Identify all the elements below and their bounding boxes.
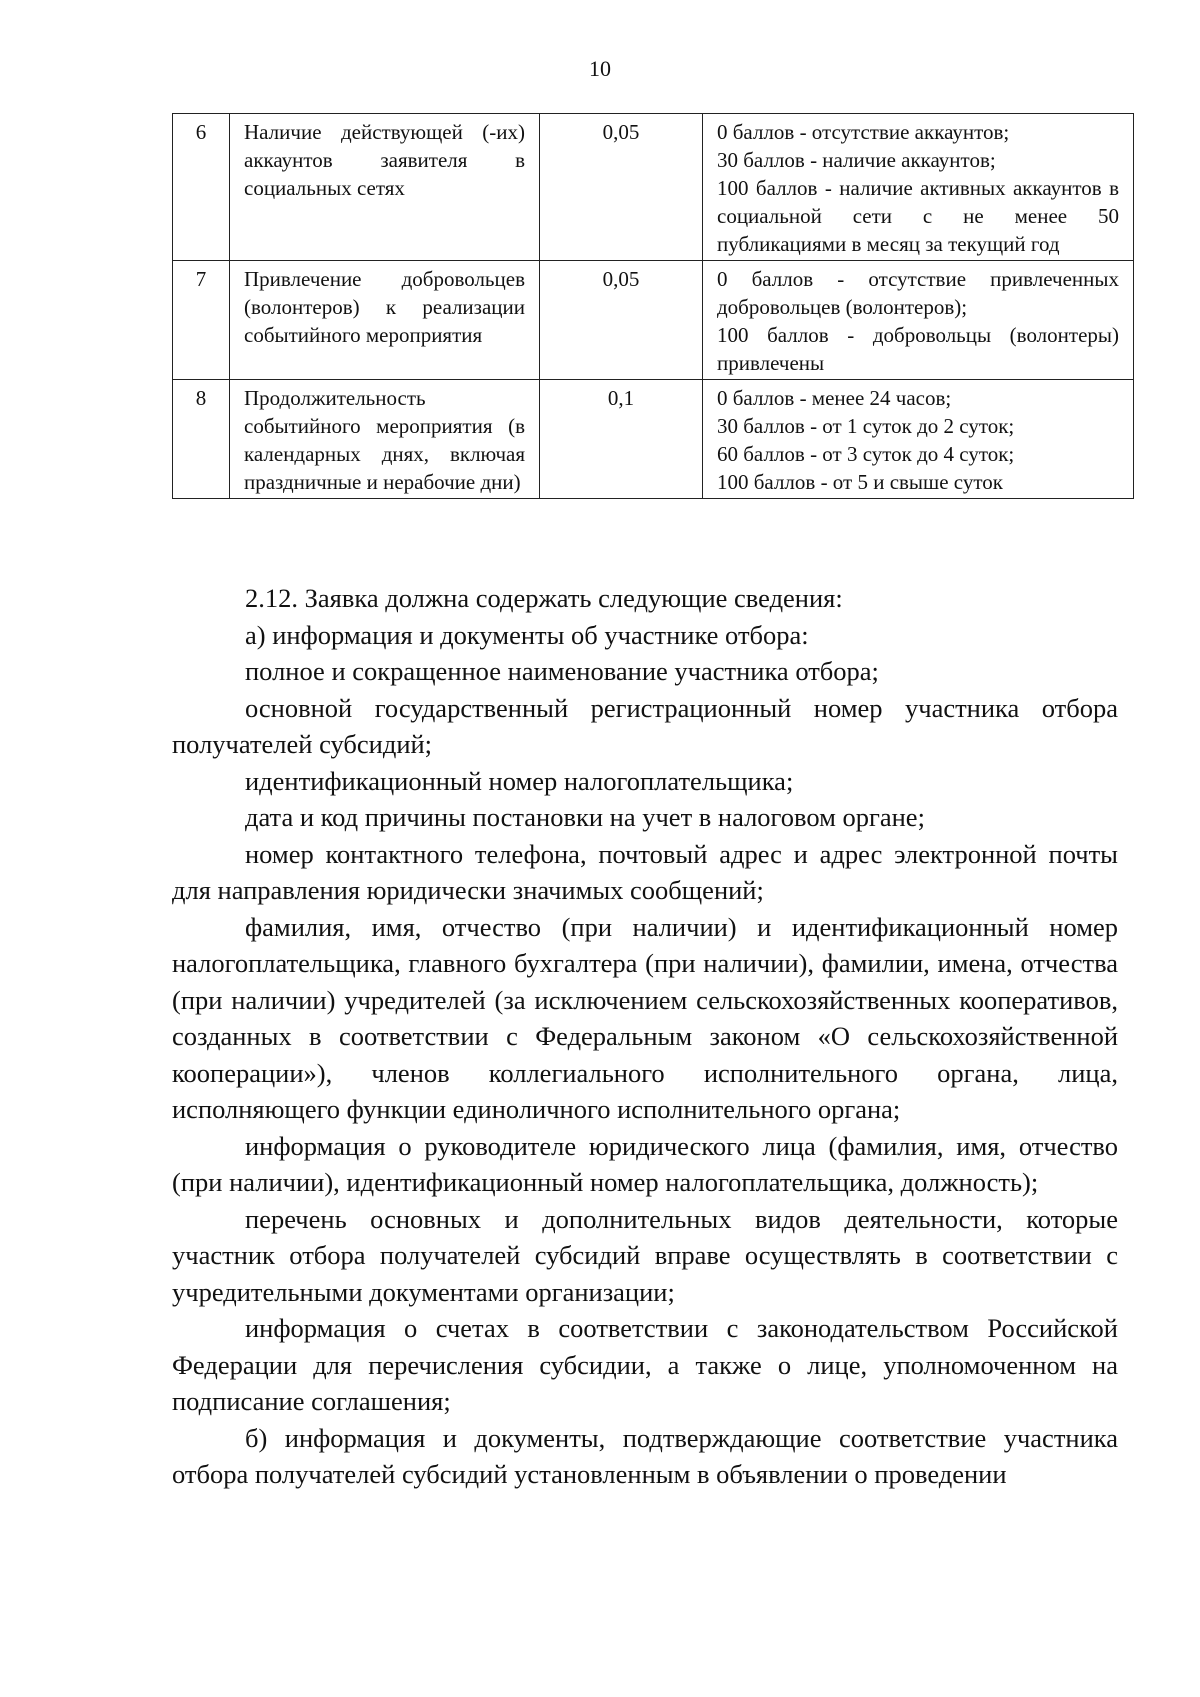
body-paragraph: фамилия, имя, отчество (при наличии) и идентификационный номер налогоплательщика, главного бухгалтера (при наличии), фамилии, имена, отчества (при наличии) учредителей (за исключением сельскохозяйственных кооперативов, созданных в соответствии с Федеральным законом «О сельскохозяйственной кооперации»), членов коллегиального исполнительного органа, лица, исполняющего функции единоличного исполнительного органа; [172,911,1118,1124]
body-paragraph: дата и код причины постановки на учет в налоговом органе; [245,802,925,832]
scale-line: 30 баллов - наличие аккаунтов; [717,148,996,172]
scale-line: 100 баллов - наличие активных аккаунтов в социальной сети с не менее 50 публикациями в месяц за текущий год [717,176,1119,256]
page-number: 10 [589,56,611,81]
scale-line: 0 баллов - отсутствие привлеченных добровольцев (волонтеров); [717,267,1119,319]
document-body [172,580,1118,1493]
body-paragraph: основной государственный регистрационный номер участника отбора получателей субсидий; [172,692,1118,759]
criterion-scale [703,380,1134,499]
subsection-heading: а) информация и документы об участнике отбора: [245,619,809,650]
criterion-name: Наличие действующей (-их) аккаунтов заявителя в социальных сетях [230,114,540,261]
body-paragraph: информация о счетах в соответствии с законодательством Российской Федерации для перечисления субсидии, а также о лице, уполномоченном на подписание соглашения; [172,1313,1118,1416]
scale-line: 100 баллов - от 5 и свыше суток [717,470,1003,494]
criterion-weight: 0,05 [540,114,703,261]
scale-line: 0 баллов - отсутствие аккаунтов; [717,120,1010,144]
criterion-name: Продолжительность событийного мероприятия (в календарных днях, включая праздничные и нерабочие дни) [230,380,540,499]
row-number: 6 [173,114,230,261]
criterion-scale [703,261,1134,380]
body-paragraph: номер контактного телефона, почтовый адрес и адрес электронной почты для направления юридически значимых сообщений; [172,838,1118,905]
row-number: 7 [173,261,230,380]
section-heading: 2.12. Заявка должна содержать следующие сведения: [245,583,843,613]
body-paragraph: идентификационный номер налогоплательщика; [245,765,794,796]
body-paragraph: перечень основных и дополнительных видов деятельности, которые участник отбора получателей субсидий вправе осуществлять в соответствии с учредительными документами организации; [172,1203,1118,1307]
scale-line: 30 баллов - от 1 суток до 2 суток; [717,414,1015,438]
body-paragraph: информация о руководителе юридического лица (фамилия, имя, отчество (при наличии), идентификационный номер налогоплательщика, должность); [172,1130,1118,1197]
table-row [173,261,1134,380]
body-paragraph: полное и сокращенное наименование участника отбора; [245,656,879,686]
row-number: 8 [173,380,230,499]
table-row [173,380,1134,499]
criterion-name: Привлечение добровольцев (волонтеров) к реализации событийного мероприятия [230,261,540,380]
scale-line: 0 баллов - менее 24 часов; [717,386,952,410]
criteria-table [172,113,1134,499]
scale-line: 60 баллов - от 3 суток до 4 суток; [717,442,1015,466]
scale-line: 100 баллов - добровольцы (волонтеры) привлечены [717,323,1119,375]
criterion-scale [703,114,1134,261]
criterion-weight: 0,05 [540,261,703,380]
table-row [173,114,1134,261]
criterion-weight: 0,1 [540,380,703,499]
subsection-heading: б) информация и документы, подтверждающие соответствие участника отбора получателей субсидий установленным в объявлении о проведении [172,1422,1118,1489]
